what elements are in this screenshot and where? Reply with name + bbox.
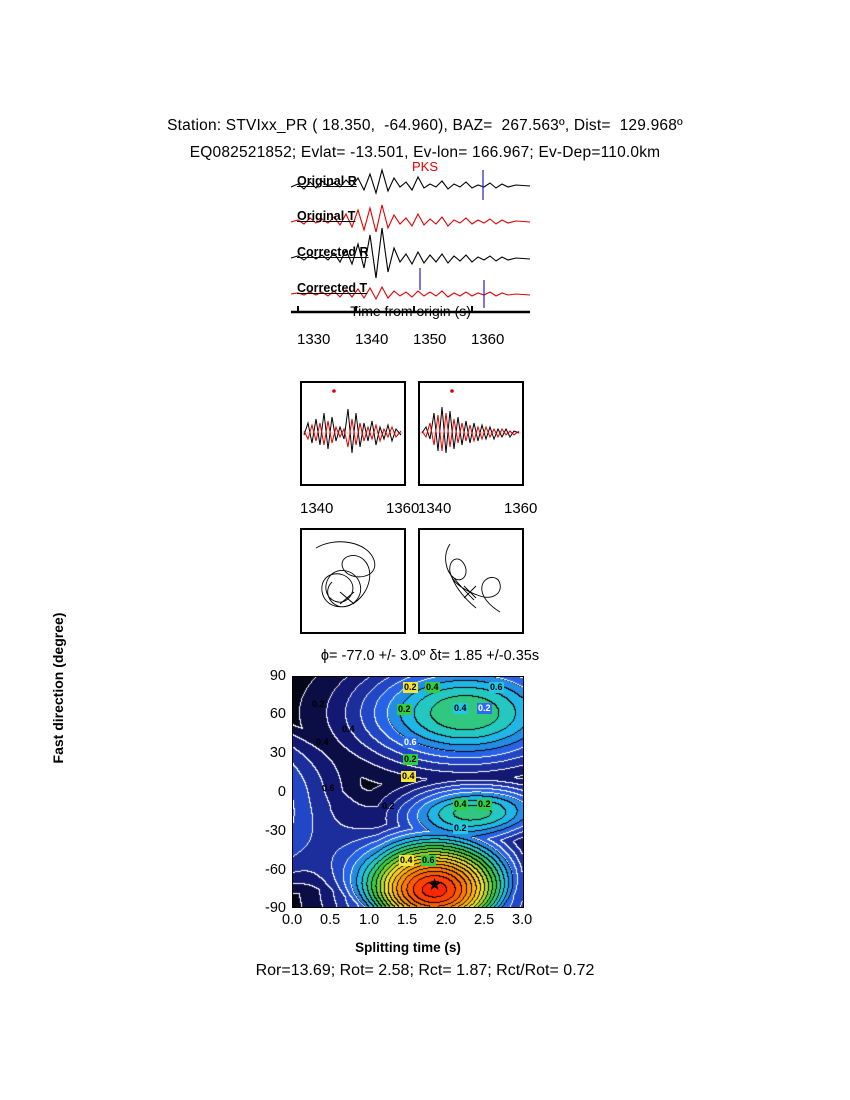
xtick-0-5: 0.5 (320, 912, 341, 928)
particle-motion-left-curve (302, 530, 403, 631)
particle-motion-right-curve (420, 530, 521, 631)
waveform-panel (288, 160, 533, 325)
contour-label-8: 0.2 (478, 703, 491, 713)
xtick-0-0: 0.0 (282, 912, 303, 928)
ytick-60: 60 (269, 706, 286, 722)
contour-y-axis-label: Fast direction (degree) (50, 612, 66, 764)
time-tick-1340: 1340 (355, 331, 389, 348)
trace-label-original-t: Original T (297, 209, 356, 223)
ytick-0: 0 (277, 784, 286, 800)
trace-label-corrected-r: Corrected R (297, 245, 369, 259)
zoom-waveform-right-traces (420, 383, 521, 483)
event-info-line: EQ082521852; Evlat= -13.501, Ev-lon= 166.967; Ev-Dep=110.0km (189, 144, 661, 161)
zoom-waveform-box-right (418, 381, 524, 486)
contour-label-13: 0.6 (322, 783, 335, 793)
xtick-2-5: 2.5 (474, 912, 495, 928)
zoom-waveform-left-traces (302, 383, 403, 483)
error-surface-contour-plot (292, 676, 524, 908)
time-axis-label: Time from origin (s) (350, 303, 471, 319)
contour-label-14: 0.2 (382, 801, 395, 811)
ytick-m90: -90 (265, 900, 286, 916)
minimum-star-marker: ★ (427, 875, 443, 894)
trace-label-original-r: Original R (297, 174, 357, 188)
ytick-m60: -60 (265, 862, 286, 878)
contour-label-6: 0.2 (398, 704, 411, 714)
xtick-3-0: 3.0 (512, 912, 533, 928)
zoom-left-tick-1360: 1360 (386, 500, 420, 517)
contour-label-15: 0.4 (454, 799, 467, 809)
contour-label-4: 0.4 (426, 682, 439, 692)
zoom-right-tick-1360: 1360 (504, 500, 538, 517)
zoom-left-tick-1340: 1340 (300, 500, 334, 517)
quality-metrics-line: Ror=13.69; Rot= 2.58; Rct= 1.87; Rct/Rot= 0.72 (255, 962, 595, 979)
time-tick-1360: 1360 (471, 331, 505, 348)
contour-label-18: 0.4 (400, 855, 413, 865)
zoom-right-tick-1340: 1340 (418, 500, 452, 517)
contour-y-ticks (238, 668, 286, 916)
contour-label-19: 0.6 (422, 855, 435, 865)
xtick-2-0: 2.0 (436, 912, 457, 928)
splitting-result-title: ϕ= -77.0 +/- 3.0º δt= 1.85 +/-0.35s (320, 648, 540, 664)
particle-motion-box-left (300, 528, 406, 634)
xtick-1-0: 1.0 (359, 912, 380, 928)
contour-label-5: 0.6 (490, 682, 503, 692)
contour-label-1: 0.2 (312, 699, 325, 709)
time-tick-1330: 1330 (297, 331, 331, 348)
ytick-90: 90 (269, 668, 286, 684)
figure-header (0, 112, 850, 166)
ytick-m30: -30 (265, 823, 286, 839)
trace-label-corrected-t: Corrected T (297, 281, 368, 295)
contour-label-16: 0.2 (478, 799, 491, 809)
phase-label-pks: PKS (412, 159, 439, 174)
contour-label-9: 0.4 (316, 737, 329, 747)
ytick-30: 30 (269, 745, 286, 761)
contour-label-2: 0.4 (342, 724, 355, 734)
contour-label-10: 0.6 (404, 737, 417, 747)
contour-label-3: 0.2 (404, 682, 417, 692)
zoom-waveform-box-left (300, 381, 406, 486)
contour-label-12: 0.4 (402, 771, 415, 781)
contour-label-11: 0.2 (404, 754, 417, 764)
xtick-1-5: 1.5 (397, 912, 418, 928)
contour-label-17: 0.2 (454, 823, 467, 833)
contour-label-7: 0.4 (454, 703, 467, 713)
time-tick-1350: 1350 (413, 331, 447, 348)
contour-x-axis-label: Splitting time (s) (355, 940, 461, 955)
station-info-line: Station: STVIxx_PR ( 18.350, -64.960), BAZ= 267.563º, Dist= 129.968º (167, 117, 683, 134)
particle-motion-box-right (418, 528, 524, 634)
